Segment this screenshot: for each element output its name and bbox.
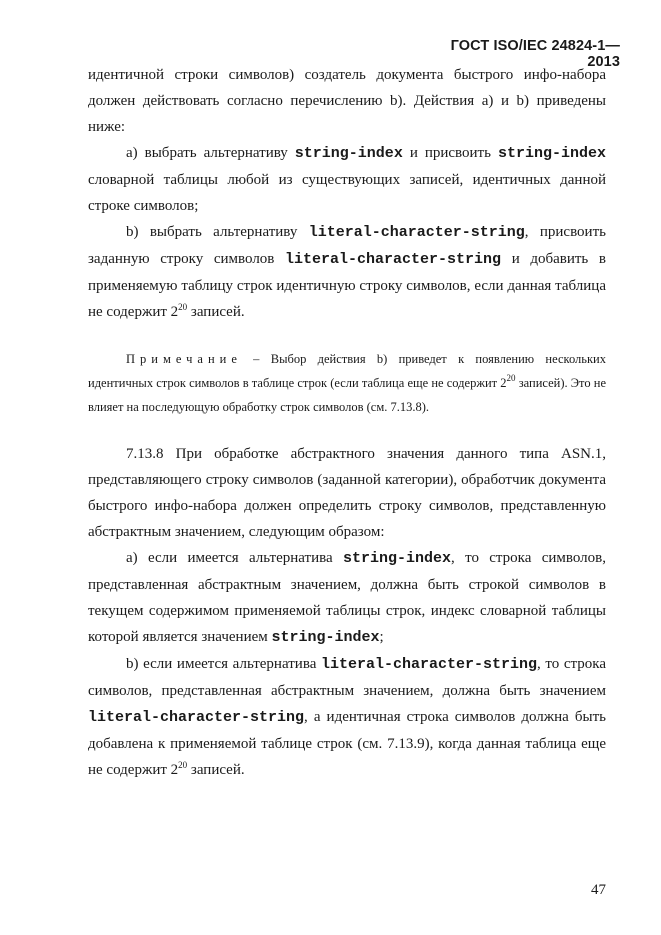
note-label: Примечание: [126, 352, 242, 366]
note: Примечание – Выбор действия b) приведет к появлению нескольких идентичных строк символов в таблице строк (если таблица еще не содержит $2^{20}$ записей). Это не влияет на последующую обработку строк символов (см. 7.13.8).: [88, 352, 606, 414]
code-term: literal-character-string: [308, 224, 525, 241]
page-body: [88, 62, 606, 783]
code-term: string-index: [497, 145, 606, 162]
document-header: ГОСТ ISO/IEC 24824-1—2013: [450, 38, 620, 70]
code-term: literal-character-string: [285, 251, 502, 268]
paragraph-continuation: идентичной строки символов) создатель документа быстрого инфо-набора должен действовать согласно перечислению b). Действия a) и b) приведены ниже:: [88, 67, 606, 135]
page-number: 47: [591, 882, 606, 898]
clause-7-13-8: 7.13.8 При обработке абстрактного значения данного типа ASN.1, представляющего строку символов (заданной категории), обработчик документа быстрого инфо-набора должен определить строку символов, представленную абстрактным значением, следующим образом:: [88, 446, 606, 540]
list-item-2b: b) если имеется альтернатива literal-character-string, то строка символов, представленная абстрактным значением, должна быть значением literal-character-string, а идентичная строка символов должна быть добавлена к применяемой таблице строк (см. 7.13.9), когда данная таблица еще не содержит $2^{20}$ записей.: [88, 656, 606, 778]
code-term: string-index: [342, 550, 452, 567]
code-term: string-index: [271, 629, 380, 646]
code-term: literal-character-string: [88, 709, 305, 726]
list-item-b: b) выбрать альтернативу literal-character-string, присвоить заданную строку символов literal-character-string и добавить в применяемую таблицу строк идентичную строку символов, если данная таблица не содержит $2^{20}$ записей.: [88, 224, 606, 320]
code-term: literal-character-string: [320, 656, 538, 673]
list-item-a: a) выбрать альтернативу string-index и присвоить string-index словарной таблицы любой из существующих записей, идентичных данной строке символов;: [88, 145, 606, 214]
list-item-2a: a) если имеется альтернатива string-index, то строка символов, представленная абстрактным значением, должна быть строкой символов в текущем содержимом применяемой таблицы строк, индекс словарной таблицы которой является значением string-index;: [88, 550, 606, 646]
code-term: string-index: [294, 145, 403, 162]
